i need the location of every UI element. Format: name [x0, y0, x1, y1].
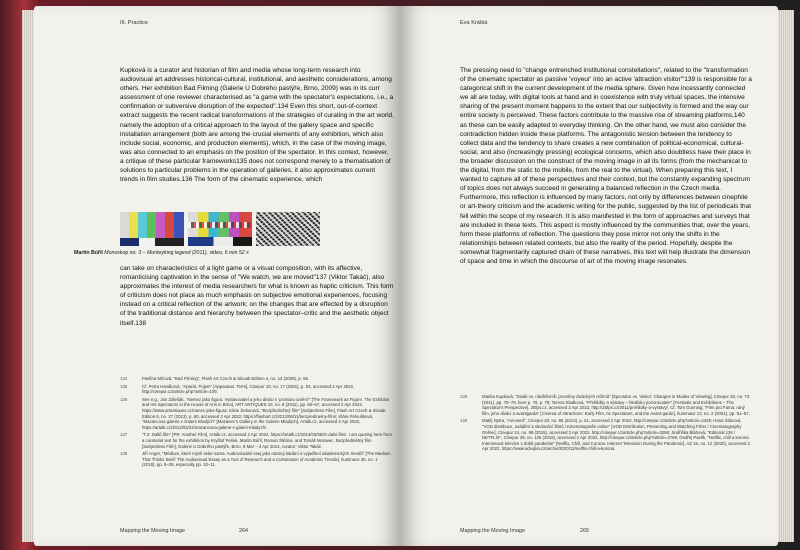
page-edges-left — [22, 10, 34, 542]
noise-pattern-thumbnail — [256, 212, 320, 246]
page-number-left: 264 — [239, 528, 248, 534]
footnotes-right — [460, 394, 750, 454]
footnote: 138 Jiří Anger, "Médium, které myslí sebe sama: Audiovizuální esej jako nástroj bádání a vyjadření akademických trendů" [The Medium That Thinks Itself: The Audiovisual Essay as a Tool of Research and a Culmination of Academic Trends], Iluminace 30, no. 1 (2018), pp. 5–28, especially pp. 10–11. — [120, 451, 391, 468]
body-text-bottom — [120, 264, 394, 328]
running-head-left: III. Practice — [120, 20, 148, 26]
figure-stills — [120, 212, 320, 246]
figure-caption-title: Monoskop no. 3 – Monteyking legend (2011), video, 6 min 52 s — [104, 250, 249, 256]
footnote: 137 "T.Z. Dallů film" [PR: Another Film], Artalk.cz, accessed 2 Apr 2022, https://artalk.cz/2013/03/05/tz-dalsi-film/. I am quoting here from a curatorial text for the exhibition by Kryštof Pešek, Martin Búřil, Roman Štětina, and Tomáš Moravec, Bezpředmětný film [Subjectless Film], Galerie U Dobrého pastýře, Brno, 8 Mar – 3 Apr 2013, curator: Viktor Takáč. — [120, 432, 392, 449]
body-text-right — [460, 66, 752, 266]
running-head-right: Eva Krátká — [460, 20, 488, 26]
page-number-right: 265 — [580, 528, 589, 534]
footnote: 139 Marika Kupková, "Divák vs. návštěvník: proměny diváckých režimů" [Spectator vs. Visitor: Changes in Modes of Viewing], Cinepur 20, no. 73 (2011), pp. 75–79, here p. 75, p. 78; Tereza Kladková, "Přehlídky a výstavy – hledisko pozorovatele" [Festivals and Exhibitions – The Spectator's Perspective], 25fps.cz, accessed 2 Apr 2022, http://25fps.cz/2011/prehlidky-a-vystavy/. Cf. Tom Gunning, "Film pro Fama: raný film, jeho diváci a avantgarda" [Cinema of Attractions: Early Film, Its Spectators, and the Avant-garde], Iluminace 13, no. 2 (2001), pp. 51–57. — [460, 394, 750, 416]
paragraph: Kupková is a curator and historian of film and media whose long-term research into audiovisual art addresses historical-cultural, institutional, and aesthetic considerations, among others. Her exhibition Bad Filming (Galerie U Dobrého pastýře, Brno, 2009) was in its curr assessment of one reviewer characterised as "a game with the spectator's expectations, i.e., a confirmation or subversive disruption of the expected".134 Even this short, out-of-context extract suggests the recent radical transformations of the strategies of curating in the art world, namely the adoption of a critical approach to the layout of the gallery space and specific installation arrangement (both are among the crucial elements of any exhibition, which also include social, economic, and production elements), which, in the case of the moving image, was also connected to an emphasis on the position of the spectator. In this context, however, a critique of these particular frameworks135 does not correspond merely to a thematisation of solutions to particular problems in the operation of galleries, it also approximates current trends in film studies.136 The form of the cinematic experience, which — [120, 67, 395, 184]
footnote: 136 See e.g., Jan Zálešák, "Nemez jako figura. Vystavovatel a jeho diváci v 'prostoru umění'" [The Framework as Figure. The Exhibitor and His Spectators in the House of Arts in Brno], ART ANTIQUES 10, no. 8 (2011), pp. 66–67, accessed 2 Apr 2022, https://www.artantiques.cz/ramec-jako-figura; Silvie Šeborová, "Bezpředmětný film" [Subjectless Film], Flash Art Czech & Slovak Edition 6, no. 27 (2013), p. 60, accessed 2 Apr 2022, https://flashart.cz/2013/06/11/bezpredmetny-film/; Klára Peloušková, "Mazancova galerie v Galerii mladých" [Mazanec's Gallery in the Galerie Mladých], Artalk.cz, accessed 2 Apr 2022, https://artalk.cz/2012/02/22/mazancova-galerie-v-galerii-mladych/. — [120, 396, 390, 430]
left-page — [34, 6, 400, 546]
footer-title-right: Mapping the Moving Image — [460, 528, 526, 534]
footnote: 140 Matěj Nytra, "Aeroveď", Cinepur 20, no. 85 (2013), p. 51, accessed 2 Apr 2022, http://cinepur.cz/article.php?article=2429; Hana Šilarová, "VOD distribuce, uvádění a sledování filmů / Kinematografie online" [VOD Distribution, Presenting and Watching Films / Cinematography Online], Cinepur 24, no. 98 (2015), accessed 2 Apr 2022, http://cinepur.cz/article.php?article=3258; Jindřiška Bláhová, "Editorial 126 / NETFLIX", Cinepur 28, no. 126 (2019), accessed 2 Apr 2022, http://cinepur.cz/article.php?article=4769; Ondřej Pavlík, "Netflix, chill a korona. Internetová televize v době pandemie" [Netflix, Chill, and Corona. Internet Television During the Pandemic], AZ 16, no. 12 (2020), accessed 2 Apr 2022, https://www.advojka.cz/archiv/2020/12/netflix-chill-a-korona. — [460, 418, 751, 452]
page-edges-right — [778, 10, 794, 542]
right-page — [400, 6, 778, 546]
figure-caption — [74, 250, 394, 257]
color-bars-thumbnail — [120, 212, 184, 246]
paragraph: can take on characteristics of a light game or a visual composition, with its affective, romanticising captivation in the sense of "We watch, we are moved"137 (Viktor Takáč), also approximates the interest of media researchers for what is known as haptic criticism. This form of criticism does not place as much emphasis on subjective emotional experiences, focusing instead on a critical reflection of the artwork; on the changes that are effected by a disruption of the traditional distance and hierarchy between the spectator–critic and the aesthetic object itself.138 — [120, 265, 394, 327]
footnote: 134 Pavlína Mičová, "Bad Filming", Flash Art Czech & Slovak Edition 4, no. 14 (2009), p. 55. — [120, 376, 310, 381]
paragraph: The pressing need to "change entrenched institutional constellations", related to the "transformation of the cinematic spectator as passive 'voyeur' into an active 'attraction visitor'"139 is responsible for a categorical shift in the current development of the media sphere. Given how incessantly connected we all are today, with digital tools at hand and in coexistence with truly virtual spaces, the intensive sharing of the present moment happens to the extent that our subjectivity is formed and the way our entire society is perceived. These factors contribute to the massive rise of streaming platforms,140 as these can be easily adapted to everyday thinking. On the other hand, we must also consider the contradiction hidden inside these platforms. The antagonistic tension between the tendency to collect data and the tendency to share creates a new combination of political-economical, cultural-social, and also (increasingly pressing) ecological concerns, which also doubtless have their place in the broader discussion on the construct of the moving image in all its forms (from the mechanical to the digital, from the static to the mobile, from the real to the virtual). When preparing this text, I wanted to capture all of these perspectives and their context, but the constantly expanding spectrum of topics does not always succeed in generating a balanced reflection in the Czech media. Furthermore, this reflection is influenced by many factors, not only by differences between cinephile or art-theory criticism and the academic writing for the public, suggested by the list of periodicals that fell within the scope of my research. It is also manifested in the form of approaches and surveys that are included in these texts. This aspect is mostly influenced by the communities that, over the years, form these platforms of reflection. The questions they pose mirror not only the shifts in the relationships between related contexts, but also the reality of the period. Hopefully, despite the somewhat fragmentarily captured chain of these narratives, this text will help illustrate the dimension of space and time in which the discourse of art of the moving image resonates. — [460, 67, 752, 265]
body-text-top — [120, 66, 394, 184]
figure-caption-artist: Martin Búřil — [74, 250, 103, 256]
footnotes-left — [120, 376, 392, 470]
footnote: 135 Cf. Petra Hanáková, "Aparát. Pojem" [Apparatus. Term], Cinepur 10, no. 17 (2001), p. 53, accessed 2 Apr 2022, http://cinepur.cz/article.php?article=109. — [120, 383, 355, 395]
footer-title-left: Mapping the Moving Image — [120, 528, 186, 534]
color-bars-glitch-thumbnail — [188, 212, 252, 246]
